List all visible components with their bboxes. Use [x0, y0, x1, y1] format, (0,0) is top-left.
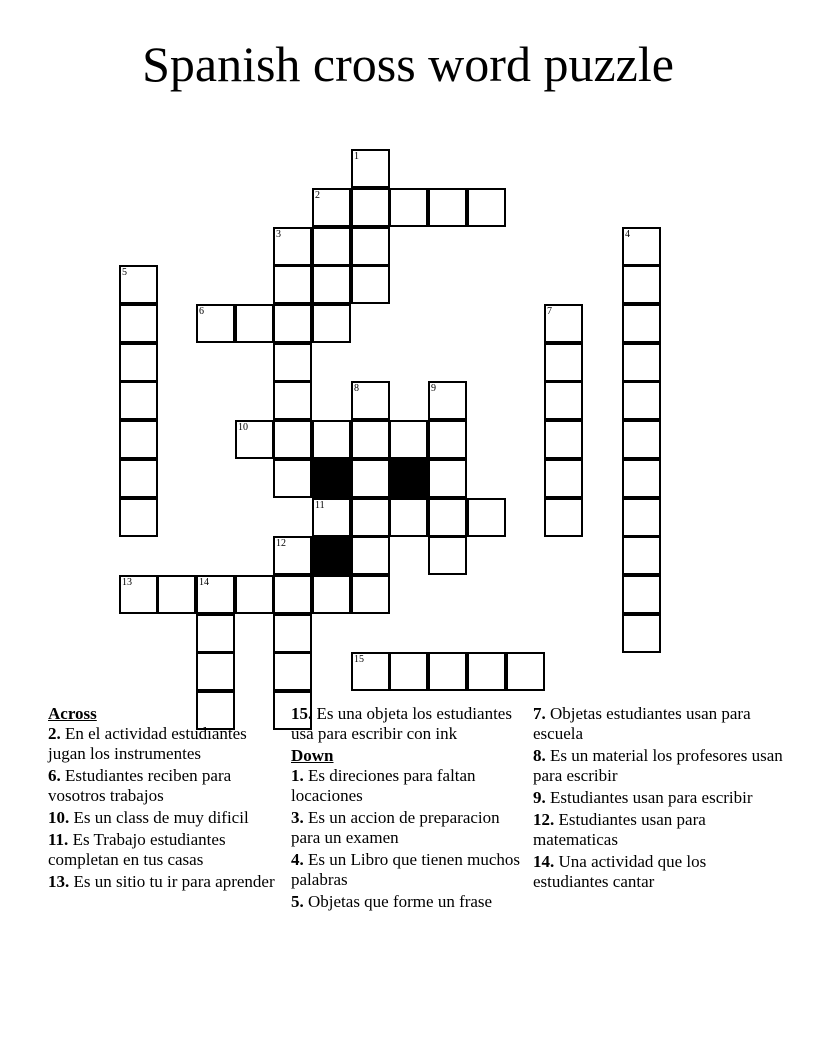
- clue-number: 14.: [533, 852, 555, 871]
- crossword-cell[interactable]: [351, 188, 390, 227]
- clue-down-14: [533, 852, 783, 892]
- crossword-cell[interactable]: [312, 304, 351, 343]
- down-heading: Down: [291, 746, 334, 765]
- clue-number: 2.: [48, 724, 61, 743]
- crossword-cell[interactable]: [351, 227, 390, 266]
- clue-down-3: [291, 808, 527, 848]
- crossword-cell[interactable]: [119, 343, 158, 382]
- crossword-cell[interactable]: [544, 459, 583, 498]
- clue-text: Estudiantes reciben para vosotros trabajos: [48, 766, 232, 805]
- crossword-cell[interactable]: [544, 498, 583, 537]
- crossword-cell-12[interactable]: [273, 536, 312, 575]
- crossword-cell-8[interactable]: [351, 381, 390, 420]
- crossword-cell[interactable]: [622, 420, 661, 459]
- crossword-cell-1[interactable]: [351, 149, 390, 188]
- black-cell: [312, 536, 351, 575]
- crossword-cell[interactable]: [312, 575, 351, 614]
- clue-number: 9.: [533, 788, 546, 807]
- crossword-cell-3[interactable]: [273, 227, 312, 266]
- clue-across-10: [48, 808, 278, 828]
- crossword-cell[interactable]: [157, 575, 196, 614]
- clue-text: En el actividad estudiantes jugan los instrumentes: [48, 724, 247, 763]
- crossword-cell-2[interactable]: [312, 188, 351, 227]
- clue-number: 4.: [291, 850, 304, 869]
- crossword-cell-7[interactable]: [544, 304, 583, 343]
- crossword-cell[interactable]: [428, 652, 467, 691]
- crossword-cell[interactable]: [351, 575, 390, 614]
- cell-number: 1: [354, 151, 359, 162]
- clue-text: Es direciones para faltan locaciones: [291, 766, 476, 805]
- cell-number: 4: [625, 229, 630, 240]
- crossword-cell[interactable]: [428, 420, 467, 459]
- crossword-cell[interactable]: [622, 614, 661, 653]
- clue-down-4: [291, 850, 527, 890]
- clue-across-13: [48, 872, 278, 892]
- crossword-cell[interactable]: [312, 420, 351, 459]
- clue-number: 6.: [48, 766, 61, 785]
- clue-number: 12.: [533, 810, 555, 829]
- clue-text: Estudiantes usan para matematicas: [533, 810, 706, 849]
- page-title: Spanish cross word puzzle: [142, 36, 674, 92]
- crossword-cell[interactable]: [544, 343, 583, 382]
- clue-number: 13.: [48, 872, 70, 891]
- crossword-cell[interactable]: [389, 498, 428, 537]
- crossword-cell-9[interactable]: [428, 381, 467, 420]
- crossword-cell[interactable]: [622, 265, 661, 304]
- clue-text: Objetas que forme un frase: [308, 892, 493, 911]
- black-cell: [389, 459, 428, 498]
- crossword-cell[interactable]: [544, 420, 583, 459]
- cell-number: 9: [431, 383, 436, 394]
- crossword-cell[interactable]: [389, 652, 428, 691]
- crossword-cell-11[interactable]: [312, 498, 351, 537]
- crossword-cell[interactable]: [119, 420, 158, 459]
- crossword-cell[interactable]: [351, 459, 390, 498]
- cell-number: 8: [354, 383, 359, 394]
- crossword-cell[interactable]: [389, 188, 428, 227]
- crossword-cell[interactable]: [351, 420, 390, 459]
- clue-down-1: [291, 766, 527, 806]
- crossword-cell[interactable]: [119, 304, 158, 343]
- cell-number: 5: [122, 267, 127, 278]
- clue-column-3: [533, 704, 783, 894]
- crossword-cell[interactable]: [119, 381, 158, 420]
- crossword-cell[interactable]: [273, 459, 312, 498]
- crossword-cell-4[interactable]: [622, 227, 661, 266]
- crossword-cell[interactable]: [506, 652, 545, 691]
- clue-text: Es un material los profesores usan para escribir: [533, 746, 783, 785]
- crossword-cell[interactable]: [428, 498, 467, 537]
- crossword-cell[interactable]: [273, 304, 312, 343]
- clue-text: Es un class de muy dificil: [73, 808, 249, 827]
- clue-down-9: [533, 788, 783, 808]
- cell-number: 10: [238, 422, 248, 433]
- crossword-cell[interactable]: [273, 614, 312, 653]
- clue-across-2: [48, 724, 278, 764]
- clue-text: Es un Libro que tienen muchos palabras: [291, 850, 520, 889]
- cell-number: 14: [199, 577, 209, 588]
- crossword-cell[interactable]: [622, 459, 661, 498]
- crossword-cell[interactable]: [351, 536, 390, 575]
- crossword-cell[interactable]: [467, 498, 506, 537]
- crossword-cell[interactable]: [119, 459, 158, 498]
- crossword-cell[interactable]: [622, 498, 661, 537]
- crossword-cell[interactable]: [273, 652, 312, 691]
- clue-text: Objetas estudiantes usan para escuela: [533, 704, 751, 743]
- cell-number: 7: [547, 306, 552, 317]
- clue-number: 1.: [291, 766, 304, 785]
- crossword-cell[interactable]: [273, 420, 312, 459]
- crossword-cell[interactable]: [351, 498, 390, 537]
- crossword-cell[interactable]: [428, 459, 467, 498]
- crossword-cell-5[interactable]: [119, 265, 158, 304]
- crossword-cell-10[interactable]: [235, 420, 274, 459]
- cell-number: 12: [276, 538, 286, 549]
- black-cell: [312, 459, 351, 498]
- clue-down-5: [291, 892, 527, 912]
- clue-text: Es un accion de preparacion para un examen: [291, 808, 500, 847]
- cell-number: 6: [199, 306, 204, 317]
- clue-number: 8.: [533, 746, 546, 765]
- crossword-cell[interactable]: [544, 381, 583, 420]
- cell-number: 13: [122, 577, 132, 588]
- clue-across-6: [48, 766, 278, 806]
- crossword-cell[interactable]: [312, 227, 351, 266]
- crossword-cell[interactable]: [428, 188, 467, 227]
- crossword-cell[interactable]: [119, 498, 158, 537]
- clue-text: Es Trabajo estudiantes completan en tus casas: [48, 830, 226, 869]
- crossword-cell[interactable]: [622, 343, 661, 382]
- clue-column-2: [291, 704, 527, 914]
- clue-number: 11.: [48, 830, 69, 849]
- clue-text: Estudiantes usan para escribir: [550, 788, 753, 807]
- clue-column-1: [48, 704, 278, 894]
- crossword-cell[interactable]: [622, 381, 661, 420]
- crossword-cell[interactable]: [312, 265, 351, 304]
- cell-number: 11: [315, 500, 325, 511]
- cell-number: 2: [315, 190, 320, 201]
- clue-down-12: [533, 810, 783, 850]
- crossword-cell[interactable]: [467, 188, 506, 227]
- clue-down-8: [533, 746, 783, 786]
- crossword-cell[interactable]: [622, 575, 661, 614]
- clue-down-7: [533, 704, 783, 744]
- crossword-cell[interactable]: [235, 575, 274, 614]
- crossword-cell[interactable]: [273, 343, 312, 382]
- crossword-cell[interactable]: [467, 652, 506, 691]
- clue-number: 3.: [291, 808, 304, 827]
- clue-number: 10.: [48, 808, 70, 827]
- clue-number: 5.: [291, 892, 304, 911]
- clue-across-11: [48, 830, 278, 870]
- crossword-cell-14[interactable]: [196, 575, 235, 614]
- crossword-cell[interactable]: [273, 265, 312, 304]
- crossword-cell[interactable]: [196, 614, 235, 653]
- crossword-cell[interactable]: [196, 652, 235, 691]
- clue-number: 7.: [533, 704, 546, 723]
- crossword-cell[interactable]: [273, 381, 312, 420]
- crossword-cell[interactable]: [351, 265, 390, 304]
- cell-number: 15: [354, 654, 364, 665]
- clue-text: Es un sitio tu ir para aprender: [73, 872, 275, 891]
- crossword-cell[interactable]: [622, 304, 661, 343]
- crossword-cell[interactable]: [273, 575, 312, 614]
- clue-text: Una actividad que los estudiantes cantar: [533, 852, 707, 891]
- cell-number: 3: [276, 229, 281, 240]
- clue-across-15: [291, 704, 527, 744]
- across-heading: Across: [48, 704, 97, 723]
- crossword-cell[interactable]: [622, 536, 661, 575]
- clue-text: Es una objeta los estudiantes usa para escribir con ink: [291, 704, 512, 743]
- crossword-cell[interactable]: [235, 304, 274, 343]
- crossword-cell-6[interactable]: [196, 304, 235, 343]
- clue-number: 15.: [291, 704, 313, 723]
- crossword-cell[interactable]: [389, 420, 428, 459]
- crossword-cell-15[interactable]: [351, 652, 390, 691]
- crossword-cell[interactable]: [428, 536, 467, 575]
- crossword-cell-13[interactable]: [119, 575, 158, 614]
